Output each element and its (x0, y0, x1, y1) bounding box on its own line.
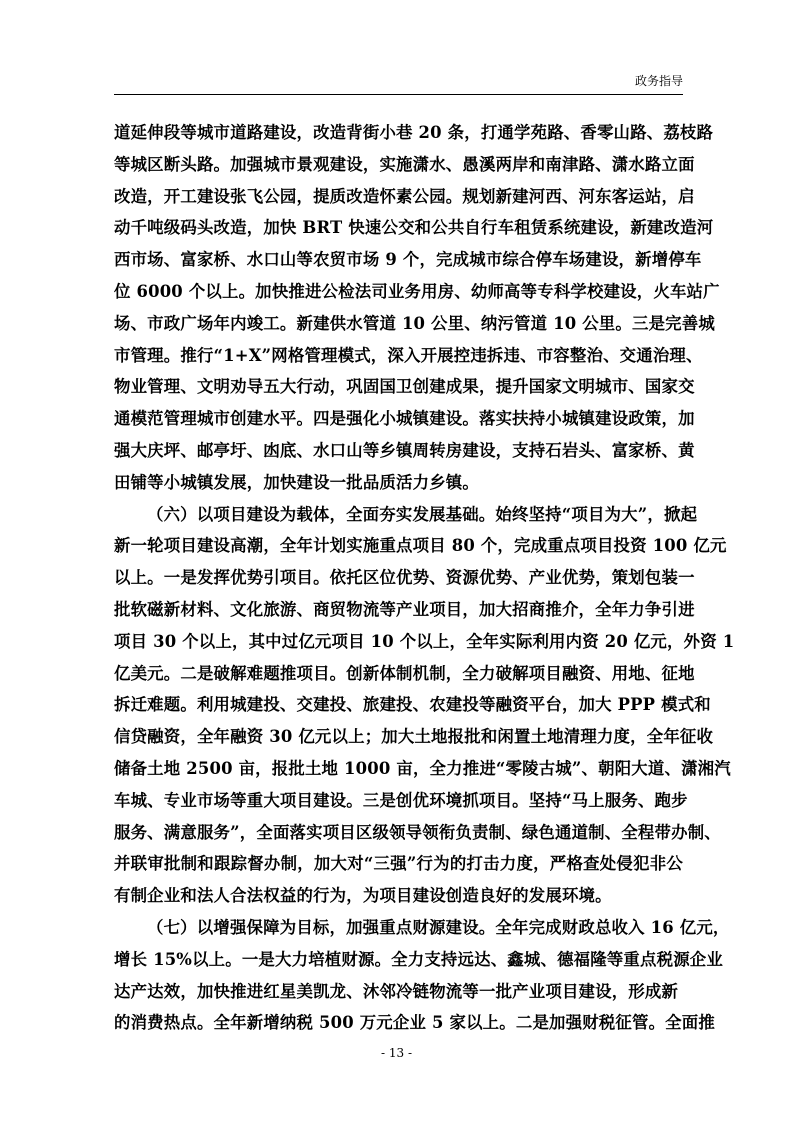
body-text (114, 117, 735, 1039)
body-line: 通模范管理城市创建水平。四是强化小城镇建设。落实扶持小城镇建设政策，加 (114, 409, 695, 429)
body-line: 市管理。推行“1+X”网格管理模式，深入开展控违拆违、市容整治、交通治理、 (114, 345, 703, 365)
running-header (114, 74, 683, 96)
body-line: 物业管理、文明劝导五大行动，巩固国卫创建成果，提升国家文明城市、国家交 (114, 377, 695, 397)
body-line: 强大庆坪、邮亭圩、凼底、水口山等乡镇周转房建设，支持石岩头、富家桥、黄 (114, 440, 695, 460)
body-line: 储备土地 2500 亩，报批土地 1000 亩，全力推进“零陵古城”、朝阳大道、潇湘汽 (114, 758, 731, 778)
page-number: - 13 - (380, 1046, 412, 1060)
body-line: 田铺等小城镇发展，加快建设一批品质活力乡镇。 (114, 472, 479, 492)
body-line: 的消费热点。全年新增纳税 500 万元企业 5 家以上。二是加强财税征管。全面推 (114, 1013, 715, 1033)
body-line: 达产达效，加快推进红星美凯龙、沐邻冷链物流等一批产业项目建设，形成新 (114, 981, 679, 1001)
header-section-title: 政务指导 (634, 74, 683, 88)
body-line: 服务、满意服务”，全面落实项目区级领导领衔负责制、绿色通道制、全程带办制、 (114, 822, 721, 842)
body-line: 增长 15%以上。一是大力培植财源。全力支持远达、鑫城、德福隆等重点税源企业 (114, 949, 723, 969)
body-line: 位 6000 个以上。加快推进公检法司业务用房、幼师高等专科学校建设，火车站广 (114, 281, 720, 301)
body-line: 道延伸段等城市道路建设，改造背街小巷 20 条，打通学苑路、香零山路、荔枝路 (114, 123, 714, 142)
body-line: 亿美元。二是破解难题推项目。创新体制机制，全力破解项目融资、用地、征地 (114, 663, 695, 683)
body-line: 动千吨级码头改造，加快 BRT 快速公交和公共自行车租赁系统建设，新建改造河 (114, 218, 714, 238)
header-rule (114, 94, 683, 95)
body-line: 西市场、富家桥、水口山等农贸市场 9 个，完成城市综合停车场建设，新增停车 (114, 250, 702, 270)
body-line: 有制企业和法人合法权益的行为，为项目建设创造良好的发展环境。 (114, 886, 612, 906)
section-heading-line: （七）以增强保障为目标，加强重点财源建设。全年完成财政总收入 16 亿元， (147, 917, 730, 937)
body-line: 场、市政广场年内竣工。新建供水管道 10 公里、纳污管道 10 公里。三是完善城 (114, 313, 715, 333)
body-line: 并联审批制和跟踪督办制，加大对“三强”行为的打击力度，严格查处侵犯非公 (114, 854, 683, 874)
body-line: 以上。一是发挥优势引项目。依托区位优势、资源优势、产业优势，策划包装一 (114, 568, 695, 588)
body-line: 新一轮项目建设高潮，全年计划实施重点项目 80 个，完成重点项目投资 100 亿元 (114, 536, 727, 556)
body-line: 改造，开工建设张飞公园，提质改造怀素公园。规划新建河西、河东客运站，启 (114, 186, 695, 206)
body-line: 信贷融资，全年融资 30 亿元以上；加大土地报批和闲置土地清理力度，全年征收 (114, 727, 714, 747)
body-line: 车城、专业市场等重大项目建设。三是创优环境抓项目。坚持“马上服务、跑步 (114, 790, 688, 810)
body-line: 等城区断头路。加强城市景观建设，实施潇水、愚溪两岸和南津路、潇水路立面 (114, 154, 695, 174)
section-heading-line: （六）以项目建设为载体，全面夯实发展基础。始终坚持“项目为大”，掀起 (147, 504, 698, 524)
body-line: 拆迁难题。利用城建投、交建投、旅建投、农建投等融资平台，加大 PPP 模式和 (114, 695, 711, 715)
body-line: 批软磁新材料、文化旅游、商贸物流等产业项目，加大招商推介，全年力争引进 (114, 599, 695, 619)
body-line: 项目 30 个以上，其中过亿元项目 10 个以上，全年实际利用内资 20 亿元，外资 1 (114, 631, 735, 651)
